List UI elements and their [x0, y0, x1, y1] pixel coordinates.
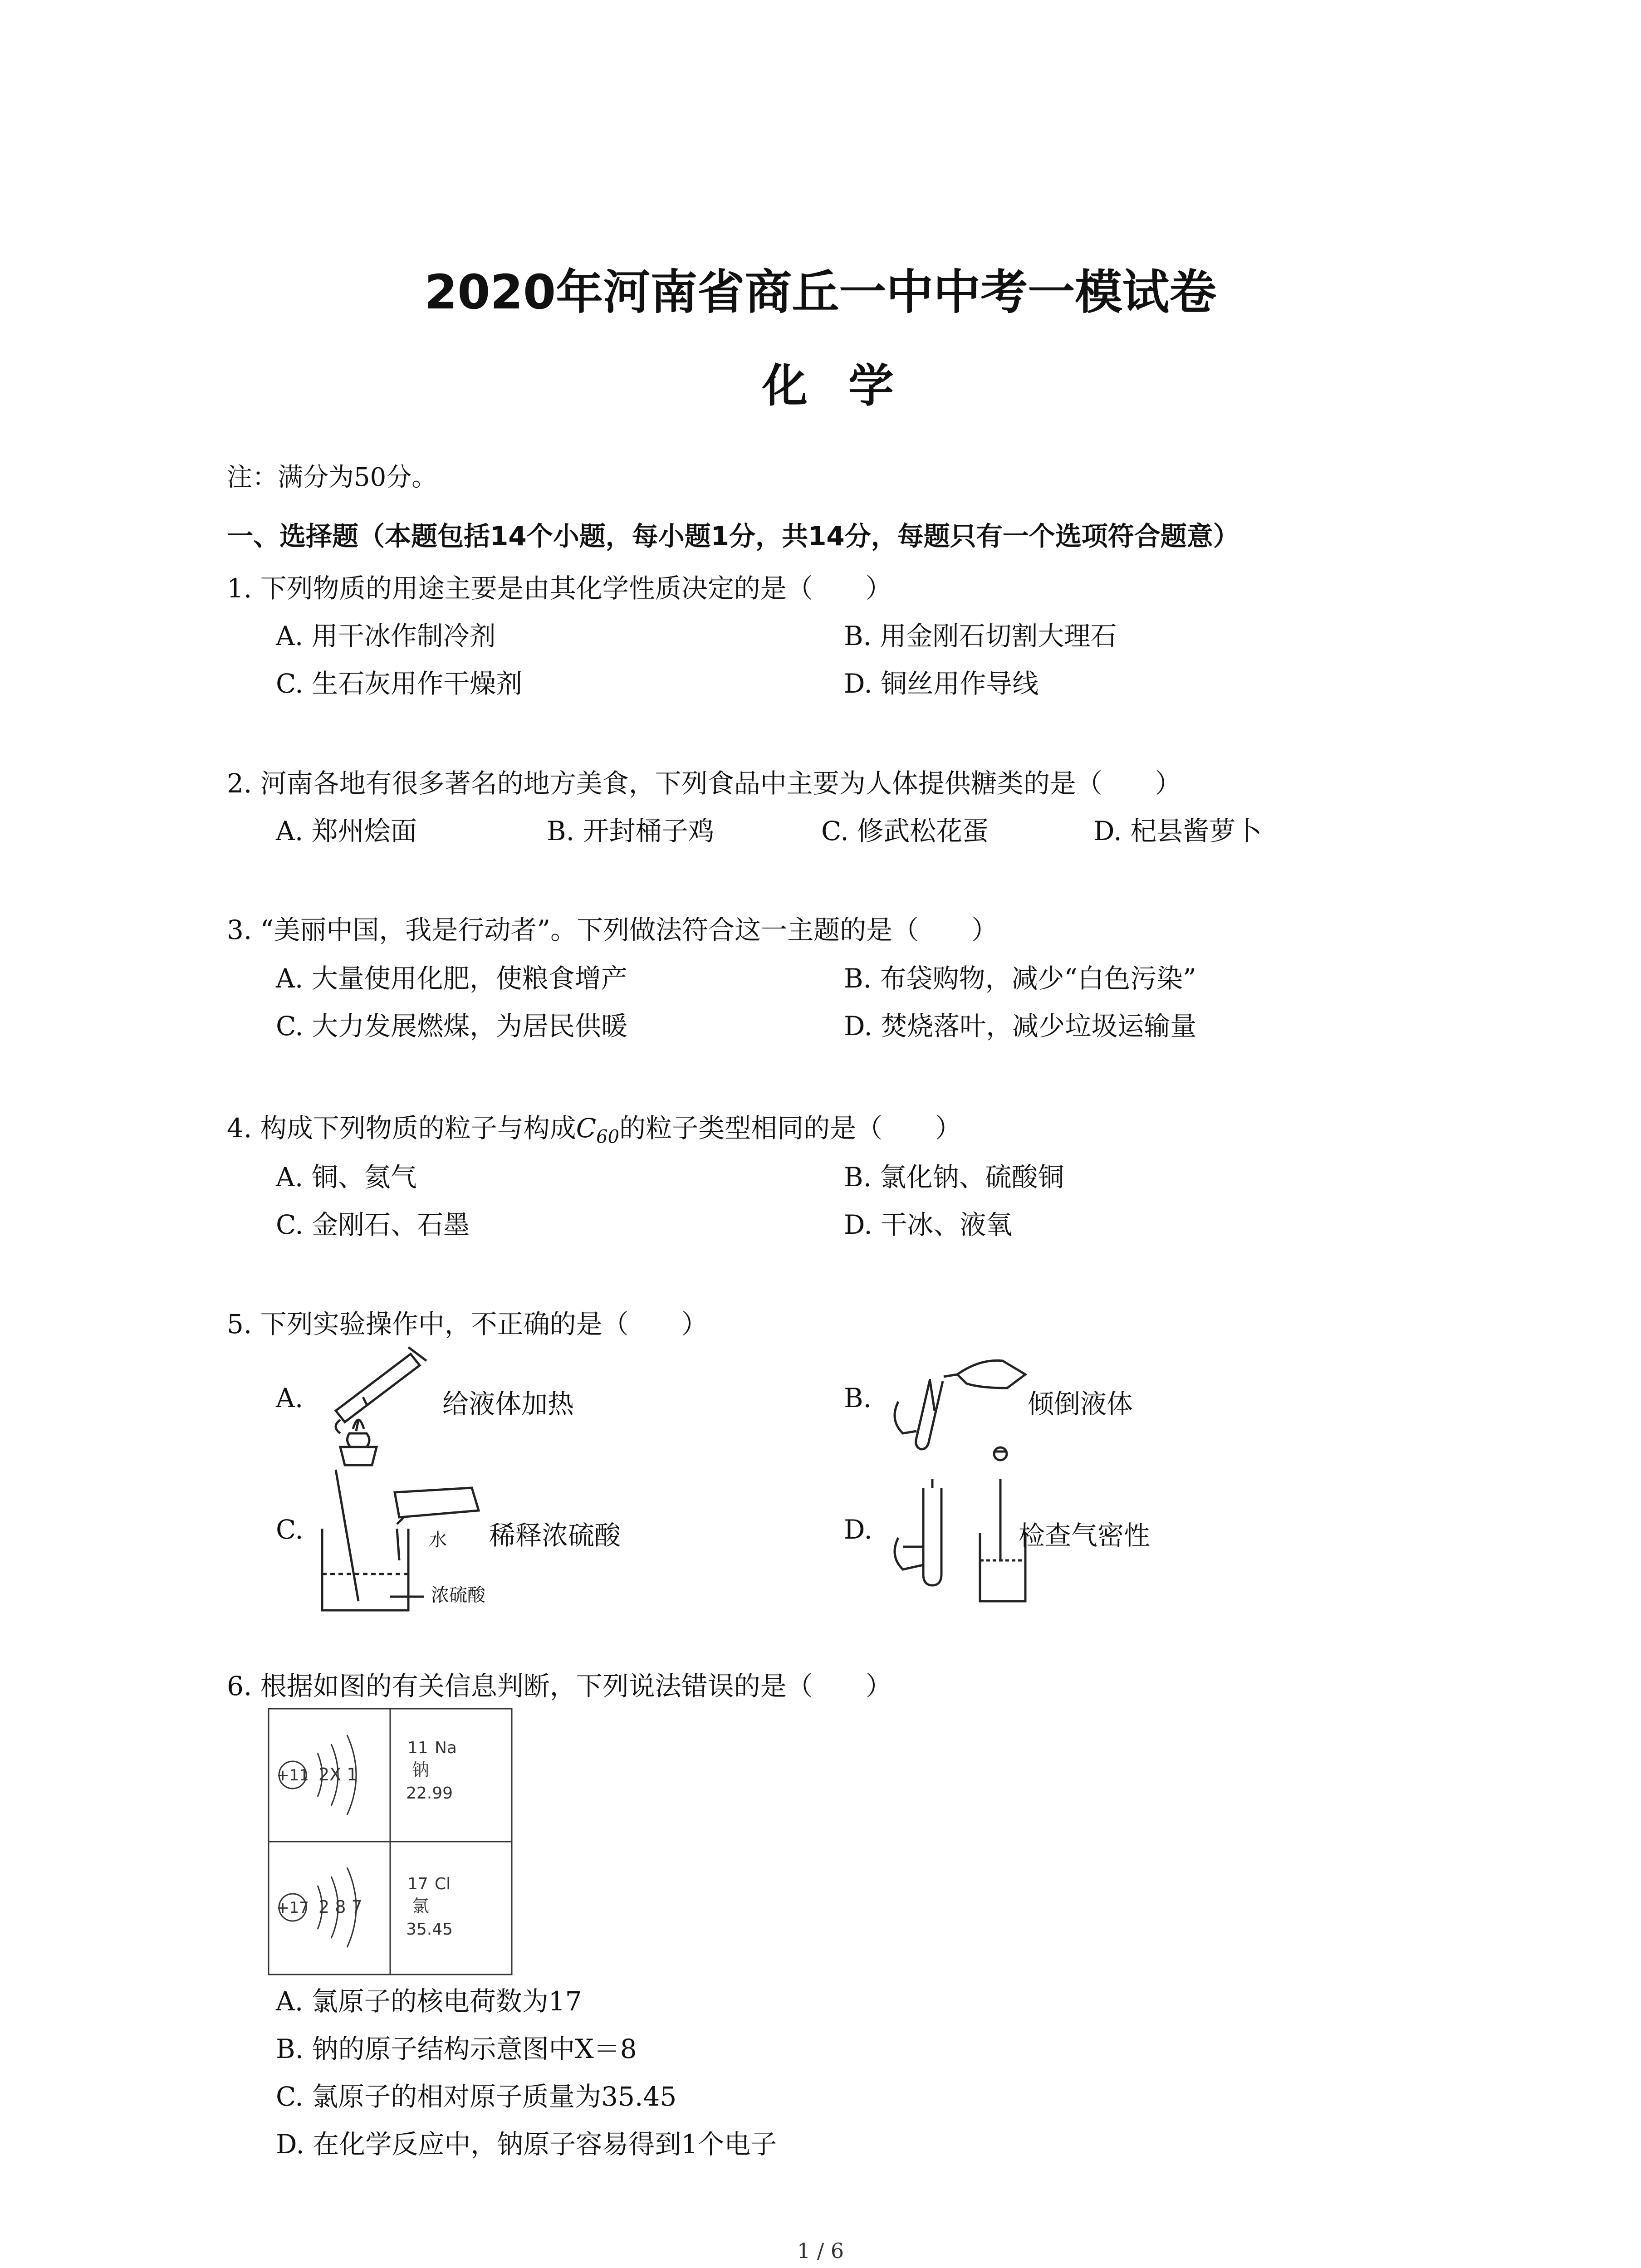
cl-name: 氯: [412, 1896, 430, 1916]
cl-atomic-mass: 35.45: [406, 1920, 453, 1939]
q4-option-a[interactable]: A. 铜、氦气: [276, 1162, 417, 1193]
airtightness-illustration: [889, 1479, 1039, 1606]
q6-option-b[interactable]: B. 钠的原子结构示意图中X＝8: [276, 2033, 637, 2064]
na-symbol: Na: [435, 1739, 457, 1757]
water-label: 水: [429, 1530, 447, 1550]
na-name: 钠: [412, 1760, 430, 1780]
diluting-acid-illustration: [318, 1465, 490, 1615]
question-3-stem: 3. “美丽中国，我是行动者”。下列做法符合这一主题的是（ ）: [227, 914, 998, 945]
section-heading: 一、选择题（本题包括14个小题，每小题1分，共14分，每题只有一个选项符合题意）: [227, 521, 1239, 552]
q5-option-c-caption: 稀释浓硫酸: [489, 1520, 621, 1551]
q5-option-a-caption: 给液体加热: [442, 1388, 574, 1419]
q5-option-b-caption: 倾倒液体: [1028, 1388, 1133, 1419]
heating-liquid-illustration: [313, 1343, 449, 1479]
score-note: 注：满分为50分。: [227, 463, 437, 492]
q1-option-b[interactable]: B. 用金刚石切割大理石: [844, 621, 1117, 651]
cl-shell-electrons: 2 8 7: [318, 1897, 362, 1917]
question-5-stem: 5. 下列实验操作中，不正确的是（ ）: [227, 1309, 708, 1339]
q6-option-d[interactable]: D. 在化学反应中，钠原子容易得到1个电子: [276, 2129, 777, 2160]
exam-title: 2020年河南省商丘一中中考一模试卷: [424, 264, 1217, 320]
q6-option-a[interactable]: A. 氯原子的核电荷数为17: [276, 1986, 582, 2017]
q3-option-d[interactable]: D. 焚烧落叶，减少垃圾运输量: [844, 1011, 1197, 1041]
page-number: 1 / 6: [797, 2239, 844, 2263]
question-6-stem: 6. 根据如图的有关信息判断，下列说法错误的是（ ）: [227, 1671, 892, 1701]
q4-option-c[interactable]: C. 金刚石、石墨: [276, 1209, 470, 1240]
na-shell-electrons: 2X 1: [318, 1765, 358, 1784]
q5-option-a-letter[interactable]: A.: [276, 1383, 304, 1413]
q2-option-b[interactable]: B. 开封桶子鸡: [547, 816, 715, 846]
question-4-stem: [227, 1107, 961, 1148]
atomic-structure-figure: [268, 1708, 513, 1975]
q2-option-d[interactable]: D. 杞县酱萝卜: [1093, 816, 1262, 846]
q5-option-d-letter[interactable]: D.: [844, 1514, 872, 1545]
cl-atomic-number: 17: [407, 1875, 428, 1893]
question-2-stem: 2. 河南各地有很多著名的地方美食，下列食品中主要为人体提供糖类的是（ ）: [227, 768, 1181, 799]
question-1-stem: 1. 下列物质的用途主要是由其化学性质决定的是（ ）: [227, 573, 892, 604]
q4-formula: $C_{60}$: [576, 1113, 620, 1148]
q4-formula-sub: 60: [596, 1126, 620, 1148]
q5-option-d-caption: 检查气密性: [1019, 1520, 1151, 1551]
q2-option-a[interactable]: A. 郑州烩面: [276, 816, 417, 846]
subject-title: 化学: [762, 359, 935, 412]
q5-option-c-letter[interactable]: C.: [276, 1514, 304, 1545]
q3-option-a[interactable]: A. 大量使用化肥，使粮食增产: [276, 963, 627, 994]
q5-option-b-letter[interactable]: B.: [844, 1383, 872, 1413]
pouring-liquid-illustration: [889, 1356, 1039, 1470]
cl-symbol: Cl: [435, 1875, 451, 1893]
na-nucleus: +11: [276, 1766, 309, 1784]
q3-option-c[interactable]: C. 大力发展燃煤，为居民供暖: [276, 1011, 628, 1041]
q4-option-d[interactable]: D. 干冰、液氧: [844, 1209, 1013, 1240]
concentrated-acid-label: 浓硫酸: [431, 1585, 485, 1606]
q3-option-b[interactable]: B. 布袋购物，减少“白色污染”: [844, 963, 1196, 994]
q6-option-c[interactable]: C. 氯原子的相对原子质量为35.45: [276, 2081, 677, 2112]
na-atomic-mass: 22.99: [406, 1784, 453, 1803]
cl-nucleus: +17: [276, 1899, 309, 1917]
q2-option-c[interactable]: C. 修武松花蛋: [821, 816, 989, 846]
q1-option-d[interactable]: D. 铜丝用作导线: [844, 668, 1039, 699]
na-atomic-number: 11: [407, 1739, 428, 1757]
q1-option-c[interactable]: C. 生石灰用作干燥剂: [276, 668, 523, 699]
q4-stem-post: 的粒子类型相同的是（ ）: [619, 1113, 962, 1144]
q4-stem-pre: 4. 构成下列物质的粒子与构成: [227, 1113, 576, 1144]
q1-option-a[interactable]: A. 用干冰作制冷剂: [276, 621, 496, 651]
q4-option-b[interactable]: B. 氯化钠、硫酸铜: [844, 1162, 1064, 1193]
